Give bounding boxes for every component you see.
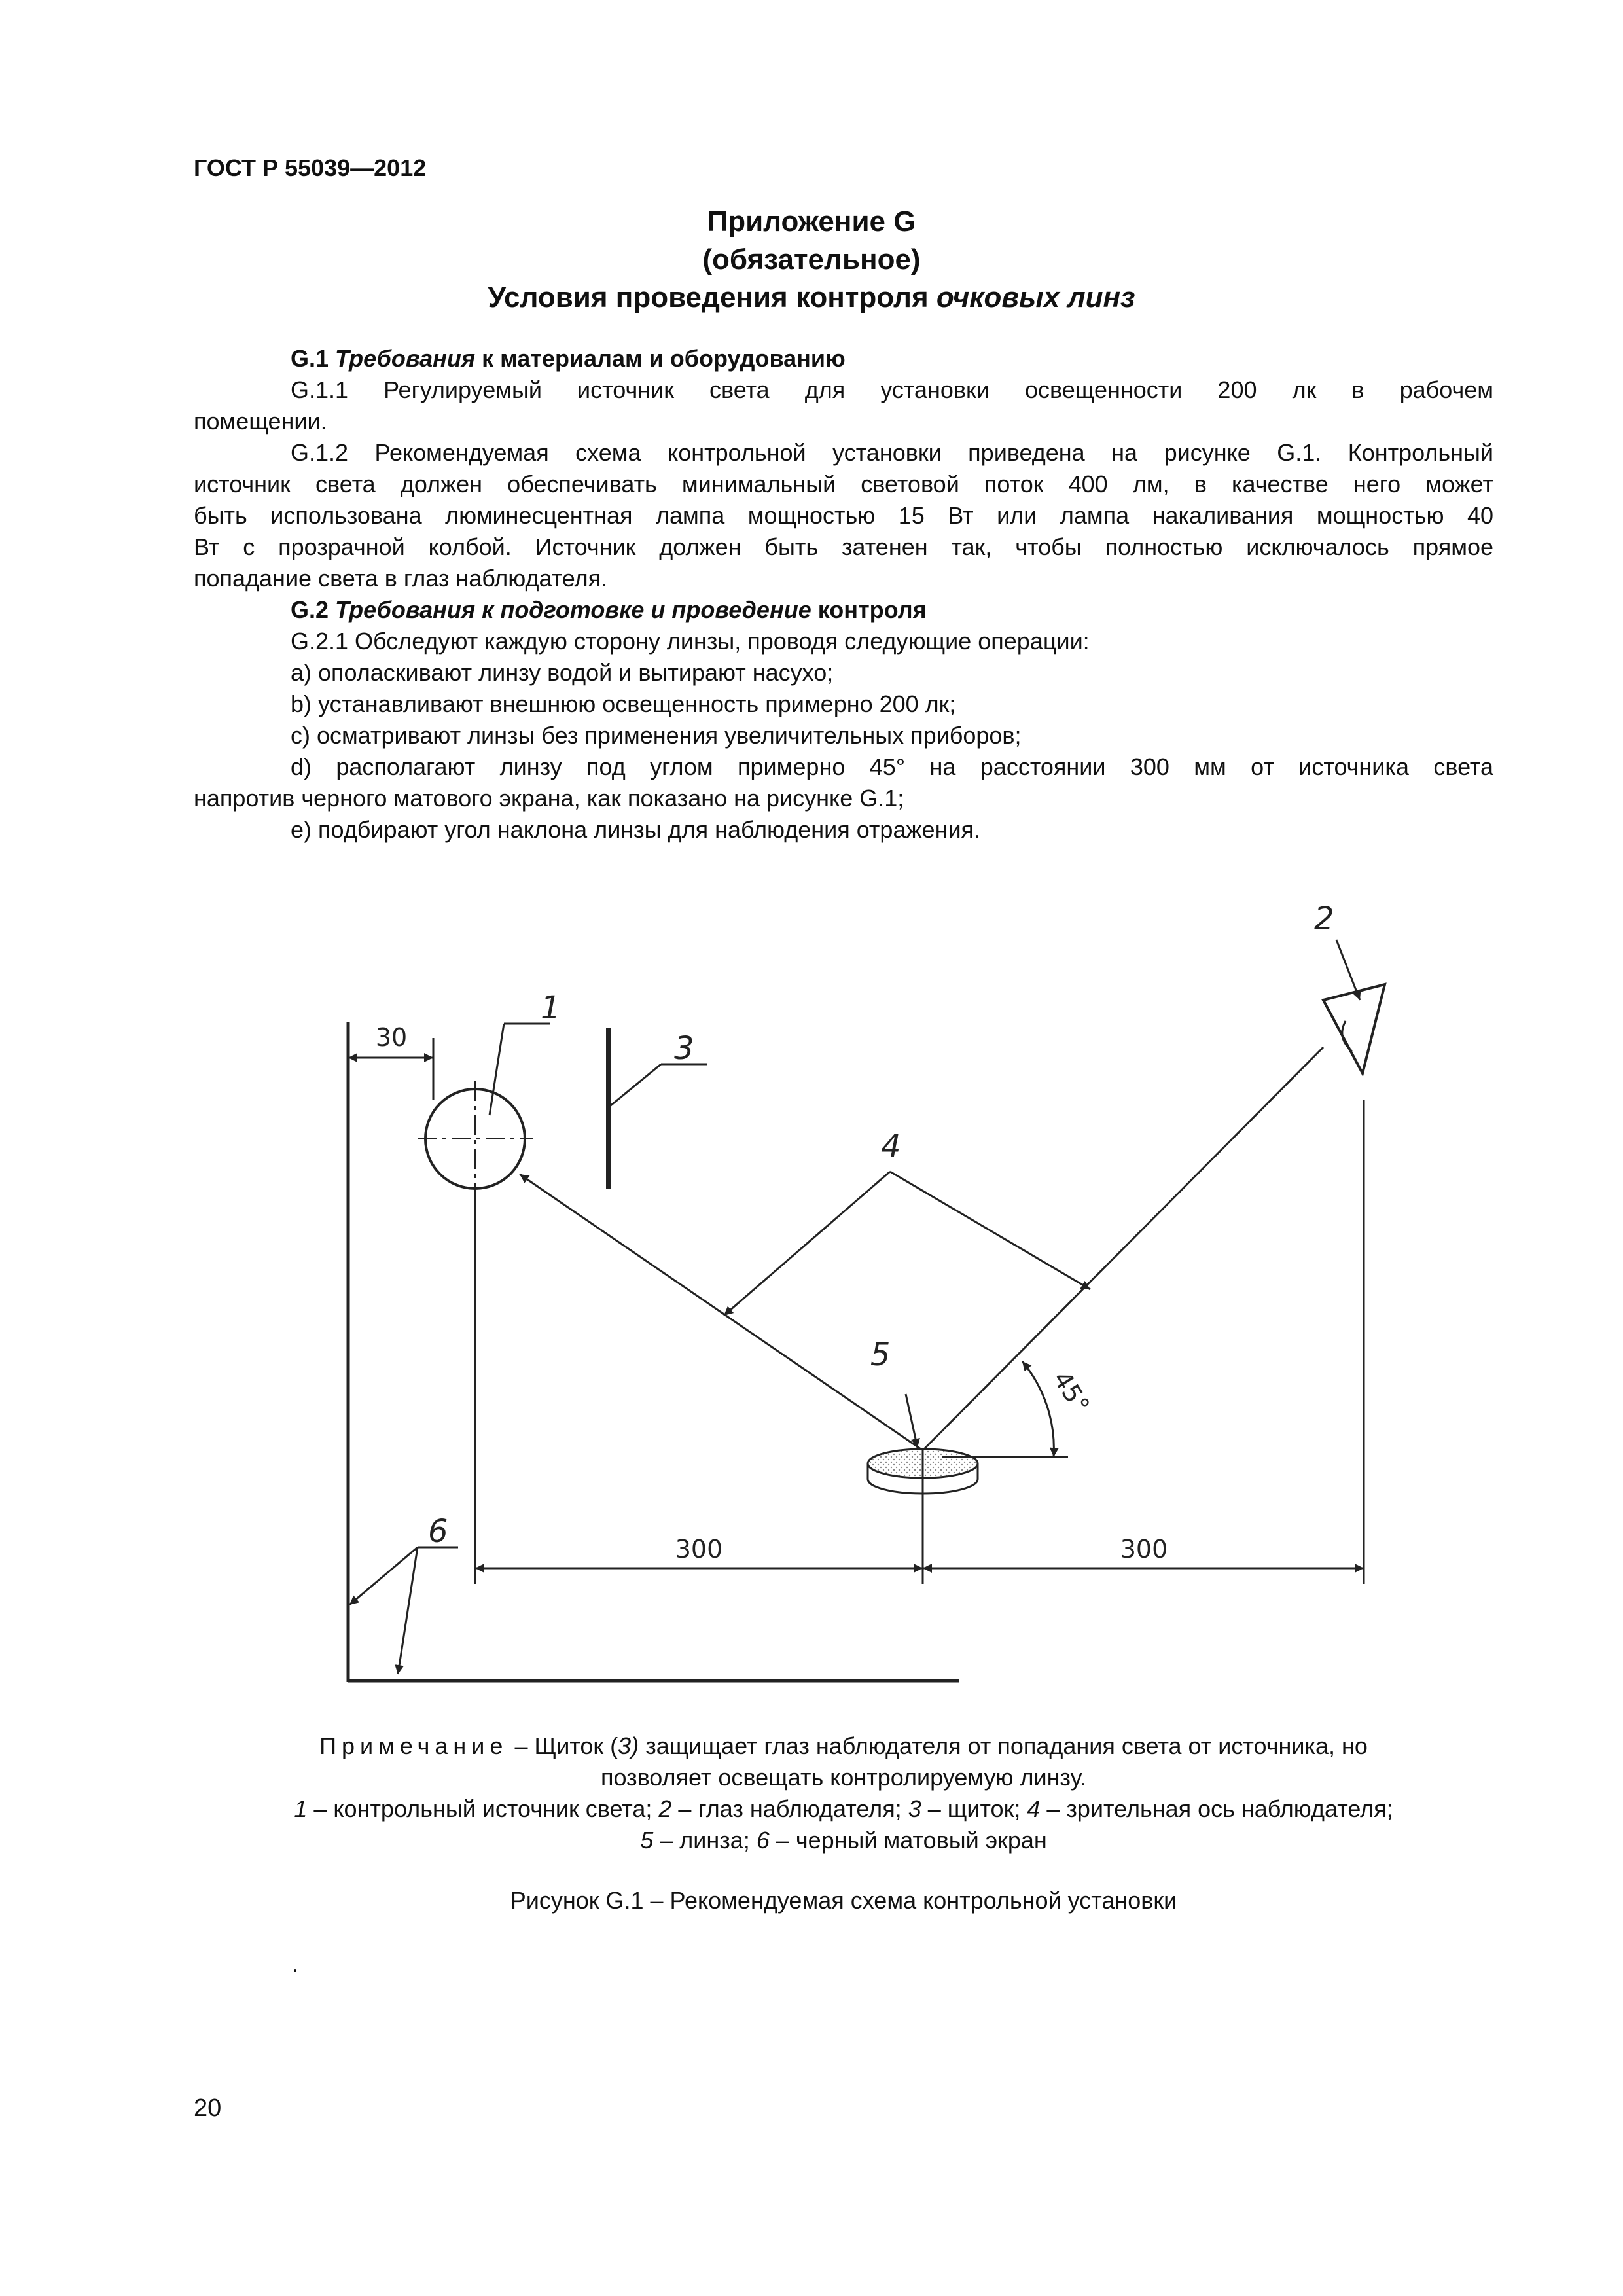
paragraph-g11-line2: помещении. (194, 408, 327, 435)
ray-to-eye (923, 1047, 1323, 1450)
paragraph-g21: G.2.1 Обследуют каждую сторону линзы, проводя следующие операции: (291, 628, 1090, 655)
note-line2: позволяет освещать контролируемую линзу. (600, 1764, 1087, 1791)
observer-eye (1323, 984, 1385, 1073)
paragraph-g11-line1: G.1.1 Регулируемый источник света для установки освещенности 200 лк в рабочем (291, 376, 1493, 403)
paragraph-g12-line2: источник света должен обеспечивать минимальный световой поток 400 лм, в качестве него может (194, 471, 1493, 497)
axis-leader-right (890, 1172, 1090, 1289)
paragraph-g12-line1: G.1.2 Рекомендуемая схема контрольной установки приведена на рисунке G.1. Контрольный (291, 439, 1493, 466)
light-source-circle (425, 1089, 525, 1189)
annex-title (0, 203, 1623, 317)
paragraph-g12-line4: Вт с прозрачной колбой. Источник должен быть затенен так, чтобы полностью исключалось прямое (194, 533, 1493, 560)
figure-caption: Рисунок G.1 – Рекомендуемая схема контрольной установки (510, 1887, 1177, 1914)
paragraph-g12-line3: быть использована люминесцентная лампа мощностью 15 Вт или лампа накаливания мощностью 40 (194, 502, 1493, 529)
label-1: 1 (541, 990, 561, 1026)
dim-300-left-label: 300 (675, 1535, 723, 1564)
leader-6-a (349, 1547, 418, 1605)
dim-30-label: 30 (375, 1023, 408, 1052)
dim-300-right-label: 300 (1120, 1535, 1168, 1564)
legend-line1: 1 – контрольный источник света; 2 – глаз наблюдателя; 3 – щиток; 4 – зрительная ось наблюдателя; (294, 1795, 1393, 1822)
annex-name-part2: очковых линз (936, 281, 1135, 314)
annex-body (194, 343, 1493, 846)
list-item-c: c) осматривают линзы без применения увеличительных приборов; (291, 722, 1022, 749)
label-5: 5 (870, 1336, 891, 1373)
label-4: 4 (881, 1128, 901, 1165)
list-item-a: a) ополаскивают линзу водой и вытирают насухо; (291, 659, 834, 686)
figure-g1-diagram (0, 864, 1623, 1715)
legend-line2: 5 – линза; 6 – черный матовый экран (640, 1827, 1047, 1854)
angle-arc (1022, 1361, 1054, 1457)
leader-3 (610, 1064, 661, 1106)
leader-1 (490, 1024, 504, 1115)
list-item-e: e) подбирают угол наклона линзы для наблюдения отражения. (291, 816, 981, 843)
stray-mark: . (292, 1950, 299, 1977)
document-header: ГОСТ Р 55039—2012 (194, 154, 427, 181)
label-6: 6 (428, 1513, 448, 1550)
list-item-d-line2: напротив черного матового экрана, как показано на рисунке G.1; (194, 785, 904, 812)
note-line1: Примечание – Щиток (3) защищает глаз наблюдателя от попадания света от источника, но (319, 1732, 1368, 1759)
leader-6-b (398, 1547, 418, 1674)
annex-label: Приложение G (707, 206, 916, 238)
list-item-b: b) устанавливают внешнюю освещенность примерно 200 лк; (291, 691, 956, 717)
note-prefix: Примечание (319, 1732, 508, 1759)
annex-name-part1: Условия проведения контроля (488, 281, 936, 314)
section-g2-heading: G.2 Требования к подготовке и проведение контроля (291, 596, 927, 623)
section-g1-heading: G.1 Требования к материалам и оборудованию (291, 345, 846, 372)
page-number: 20 (194, 2094, 222, 2122)
label-2: 2 (1314, 901, 1334, 937)
ray-to-source (520, 1174, 923, 1450)
paragraph-g12-line5: попадание света в глаз наблюдателя. (194, 565, 608, 592)
angle-label: 45° (1047, 1365, 1096, 1419)
list-item-d-line1: d) располагают линзу под углом примерно 45° на расстоянии 300 мм от источника света (291, 753, 1493, 780)
annex-name (0, 279, 1623, 317)
figure-note (194, 1731, 1493, 1856)
axis-leader-left (724, 1172, 890, 1316)
annex-status: (обязательное) (702, 243, 921, 276)
label-3: 3 (674, 1030, 694, 1067)
eye-leader (1336, 940, 1360, 1000)
